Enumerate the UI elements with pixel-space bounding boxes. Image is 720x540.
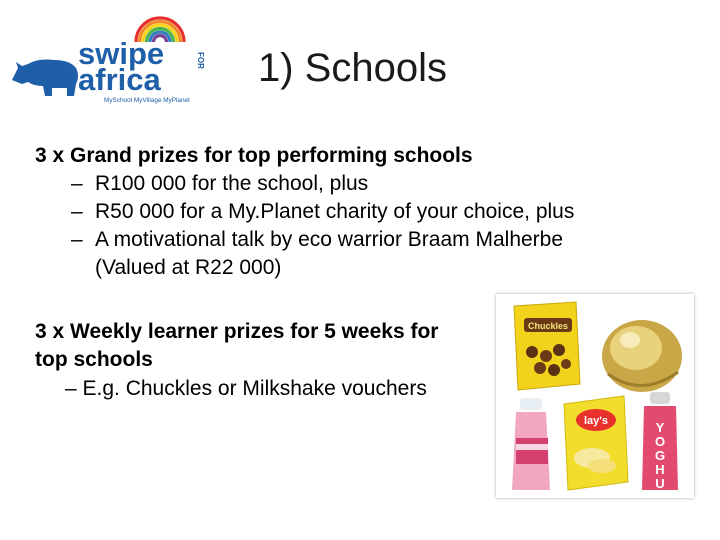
svg-text:H: H <box>655 462 665 477</box>
chuckles-bag-image <box>514 302 580 390</box>
list-item-text: R50 000 for a My.Planet charity of your choice, plus <box>95 200 575 223</box>
list-item-text: R100 000 for the school, plus <box>95 172 369 195</box>
svg-text:G: G <box>654 448 666 463</box>
list-item <box>35 170 675 198</box>
dash-bullet: – <box>71 200 83 223</box>
gold-foil-chocolate-image <box>602 320 682 392</box>
weekly-prizes-item: – E.g. Chuckles or Milkshake vouchers <box>65 377 427 400</box>
dash-bullet: – <box>71 228 83 251</box>
logo-word-africa: africa <box>78 62 161 97</box>
weekly-prizes-heading-line1: 3 x Weekly learner prizes for 5 weeks for <box>35 320 439 343</box>
logo-tagline: MySchool MyVillage MyPlanet <box>104 97 190 104</box>
swipe-for-africa-logo <box>8 6 208 106</box>
list-item-continuation: (Valued at R22 000) <box>95 256 282 279</box>
grand-prizes-heading: 3 x Grand prizes for top performing schools <box>35 144 473 167</box>
lays-chips-bag-image <box>564 396 628 490</box>
yoghurt-label <box>655 420 665 491</box>
list-item-text: A motivational talk by eco warrior Braam Malherbe <box>95 228 564 251</box>
grand-prizes-list <box>35 170 675 282</box>
logo-word-for: FOR <box>196 52 205 69</box>
svg-text:O: O <box>654 434 666 449</box>
chuckles-label: Chuckles <box>527 321 569 331</box>
weekly-prizes-heading-line2: top schools <box>35 348 153 371</box>
logo-word-swipe: swipe <box>78 36 165 71</box>
milkshake-bottle-image <box>512 398 550 490</box>
prize-products-photo <box>496 294 694 498</box>
yoghurt-bottle-image <box>642 392 678 491</box>
svg-text:Y: Y <box>655 420 665 435</box>
dash-bullet: – <box>71 172 83 195</box>
slide-title: 1) Schools <box>258 46 447 90</box>
list-item <box>35 226 675 282</box>
svg-text:U: U <box>655 476 665 491</box>
lays-label: lay's <box>583 415 609 427</box>
list-item <box>35 198 675 226</box>
rhino-icon <box>12 60 78 97</box>
